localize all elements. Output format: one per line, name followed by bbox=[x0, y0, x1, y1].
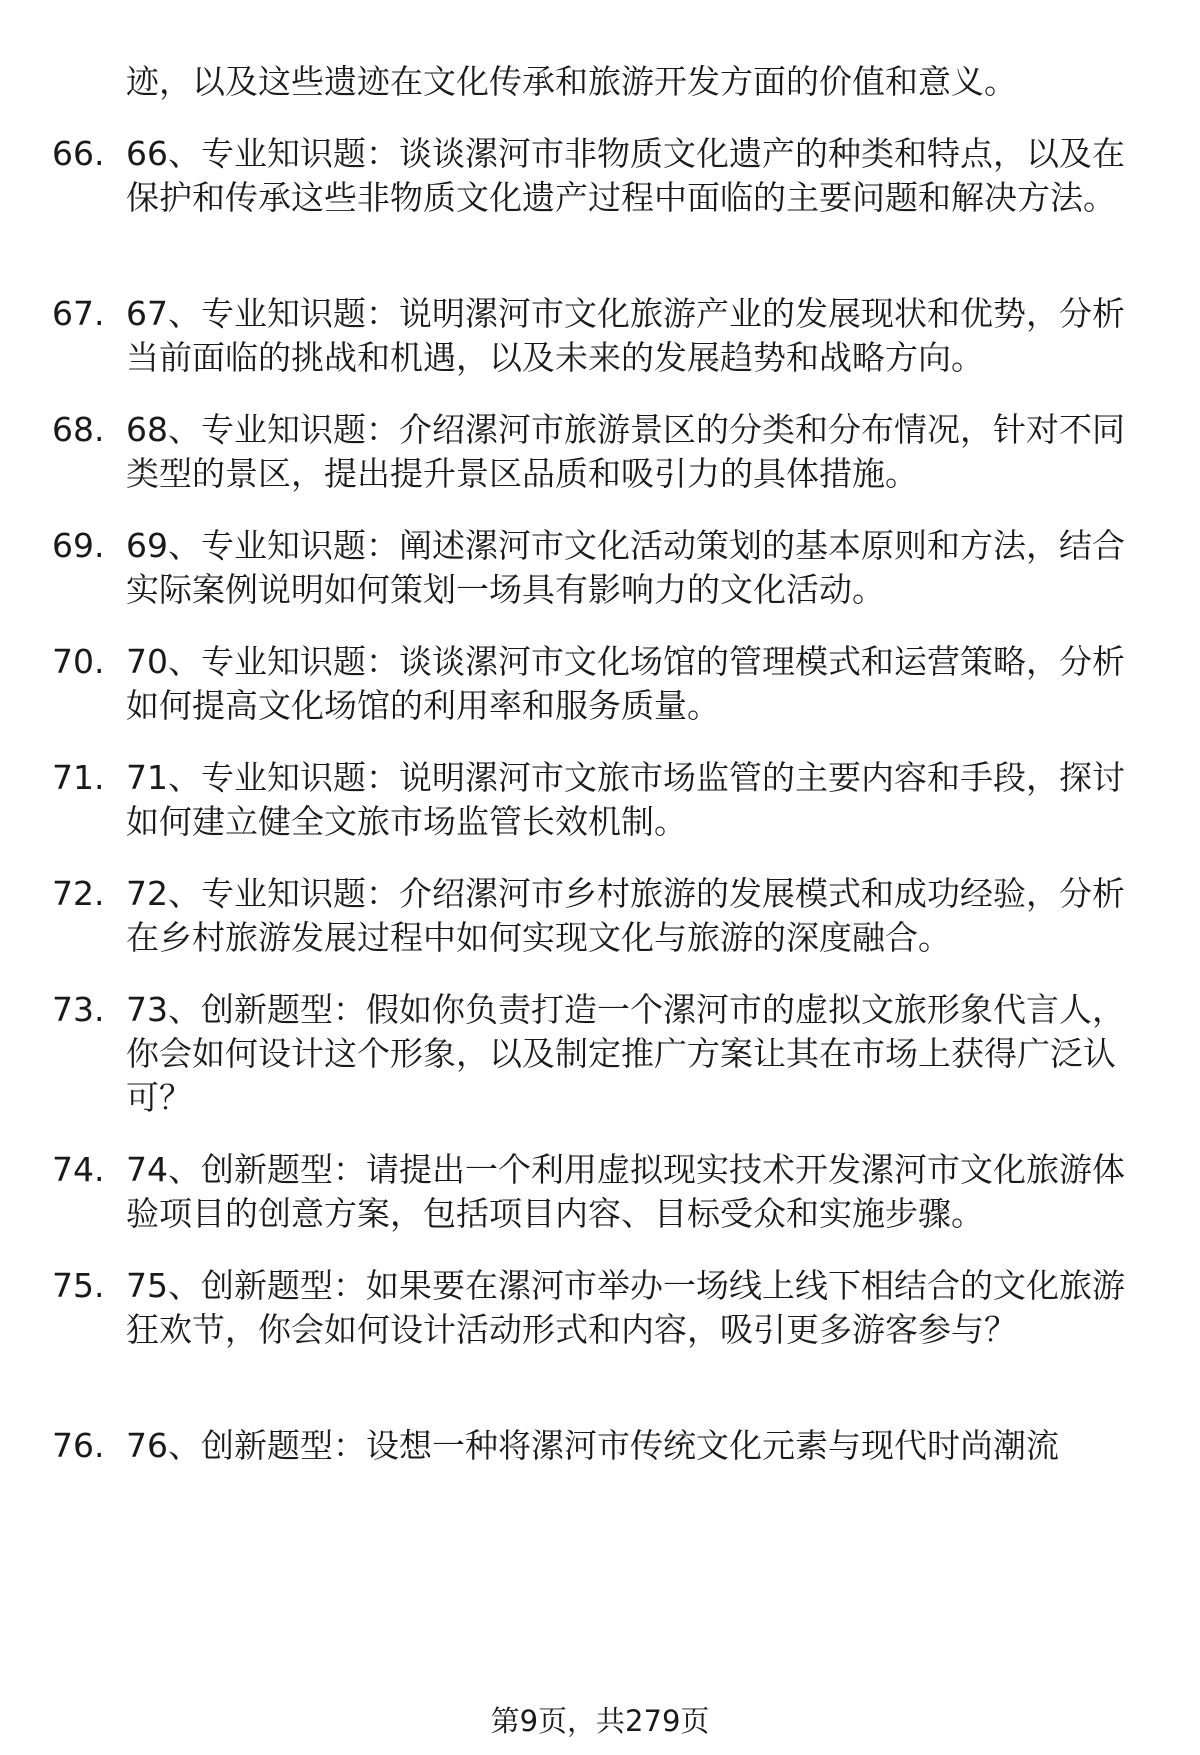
item-text: 75、创新题型：如果要在漯河市举办一场线上线下相结合的文化旅游狂欢节，你会如何设计活动形式和内容，吸引更多游客参与？ bbox=[126, 1266, 1125, 1349]
item-number: 70. bbox=[52, 642, 105, 681]
list-item bbox=[52, 408, 1150, 496]
item-number: 72. bbox=[52, 874, 105, 913]
item-number: 75. bbox=[52, 1266, 105, 1305]
item-number: 67. bbox=[52, 294, 105, 333]
item-text: 68、专业知识题：介绍漯河市旅游景区的分类和分布情况，针对不同类型的景区，提出提升景区品质和吸引力的具体措施。 bbox=[126, 410, 1125, 493]
list-item bbox=[52, 1424, 1150, 1468]
list-item bbox=[52, 1148, 1150, 1236]
item-number: 76. bbox=[52, 1426, 105, 1465]
item-number: 73. bbox=[52, 990, 105, 1029]
list-item bbox=[52, 640, 1150, 728]
item-text: 66、专业知识题：谈谈漯河市非物质文化遗产的种类和特点，以及在保护和传承这些非物质文化遗产过程中面临的主要问题和解决方法。 bbox=[126, 134, 1125, 217]
item-number: 74. bbox=[52, 1150, 105, 1189]
page-footer: 第9页，共279页 bbox=[490, 1704, 710, 1738]
item-number: 69. bbox=[52, 526, 105, 565]
list-item bbox=[52, 756, 1150, 844]
item-text: 72、专业知识题：介绍漯河市乡村旅游的发展模式和成功经验，分析在乡村旅游发展过程中如何实现文化与旅游的深度融合。 bbox=[126, 874, 1125, 957]
item-text: 73、创新题型：假如你负责打造一个漯河市的虚拟文旅形象代言人，你会如何设计这个形象，以及制定推广方案让其在市场上获得广泛认可？ bbox=[126, 990, 1125, 1117]
item-text: 70、专业知识题：谈谈漯河市文化场馆的管理模式和运营策略，分析如何提高文化场馆的利用率和服务质量。 bbox=[126, 642, 1125, 725]
item-text: 76、创新题型：设想一种将漯河市传统文化元素与现代时尚潮流 bbox=[126, 1426, 1059, 1465]
item-text: 67、专业知识题：说明漯河市文化旅游产业的发展现状和优势，分析当前面临的挑战和机遇，以及未来的发展趋势和战略方向。 bbox=[126, 294, 1125, 377]
list-item bbox=[52, 292, 1150, 380]
item-number: 68. bbox=[52, 410, 105, 449]
item-text: 71、专业知识题：说明漯河市文旅市场监管的主要内容和手段，探讨如何建立健全文旅市场监管长效机制。 bbox=[126, 758, 1125, 841]
list-item bbox=[52, 132, 1150, 220]
continuation-text: 迹，以及这些遗迹在文化传承和旅游开发方面的价值和意义。 bbox=[126, 62, 1017, 101]
item-number: 66. bbox=[52, 134, 105, 173]
list-item bbox=[52, 872, 1150, 960]
item-number: 71. bbox=[52, 758, 105, 797]
list-item bbox=[52, 524, 1150, 612]
list-item bbox=[52, 1264, 1150, 1352]
item-text: 69、专业知识题：阐述漯河市文化活动策划的基本原则和方法，结合实际案例说明如何策划一场具有影响力的文化活动。 bbox=[126, 526, 1125, 609]
item-text: 74、创新题型：请提出一个利用虚拟现实技术开发漯河市文化旅游体验项目的创意方案，包括项目内容、目标受众和实施步骤。 bbox=[126, 1150, 1125, 1233]
list-item bbox=[52, 988, 1150, 1120]
